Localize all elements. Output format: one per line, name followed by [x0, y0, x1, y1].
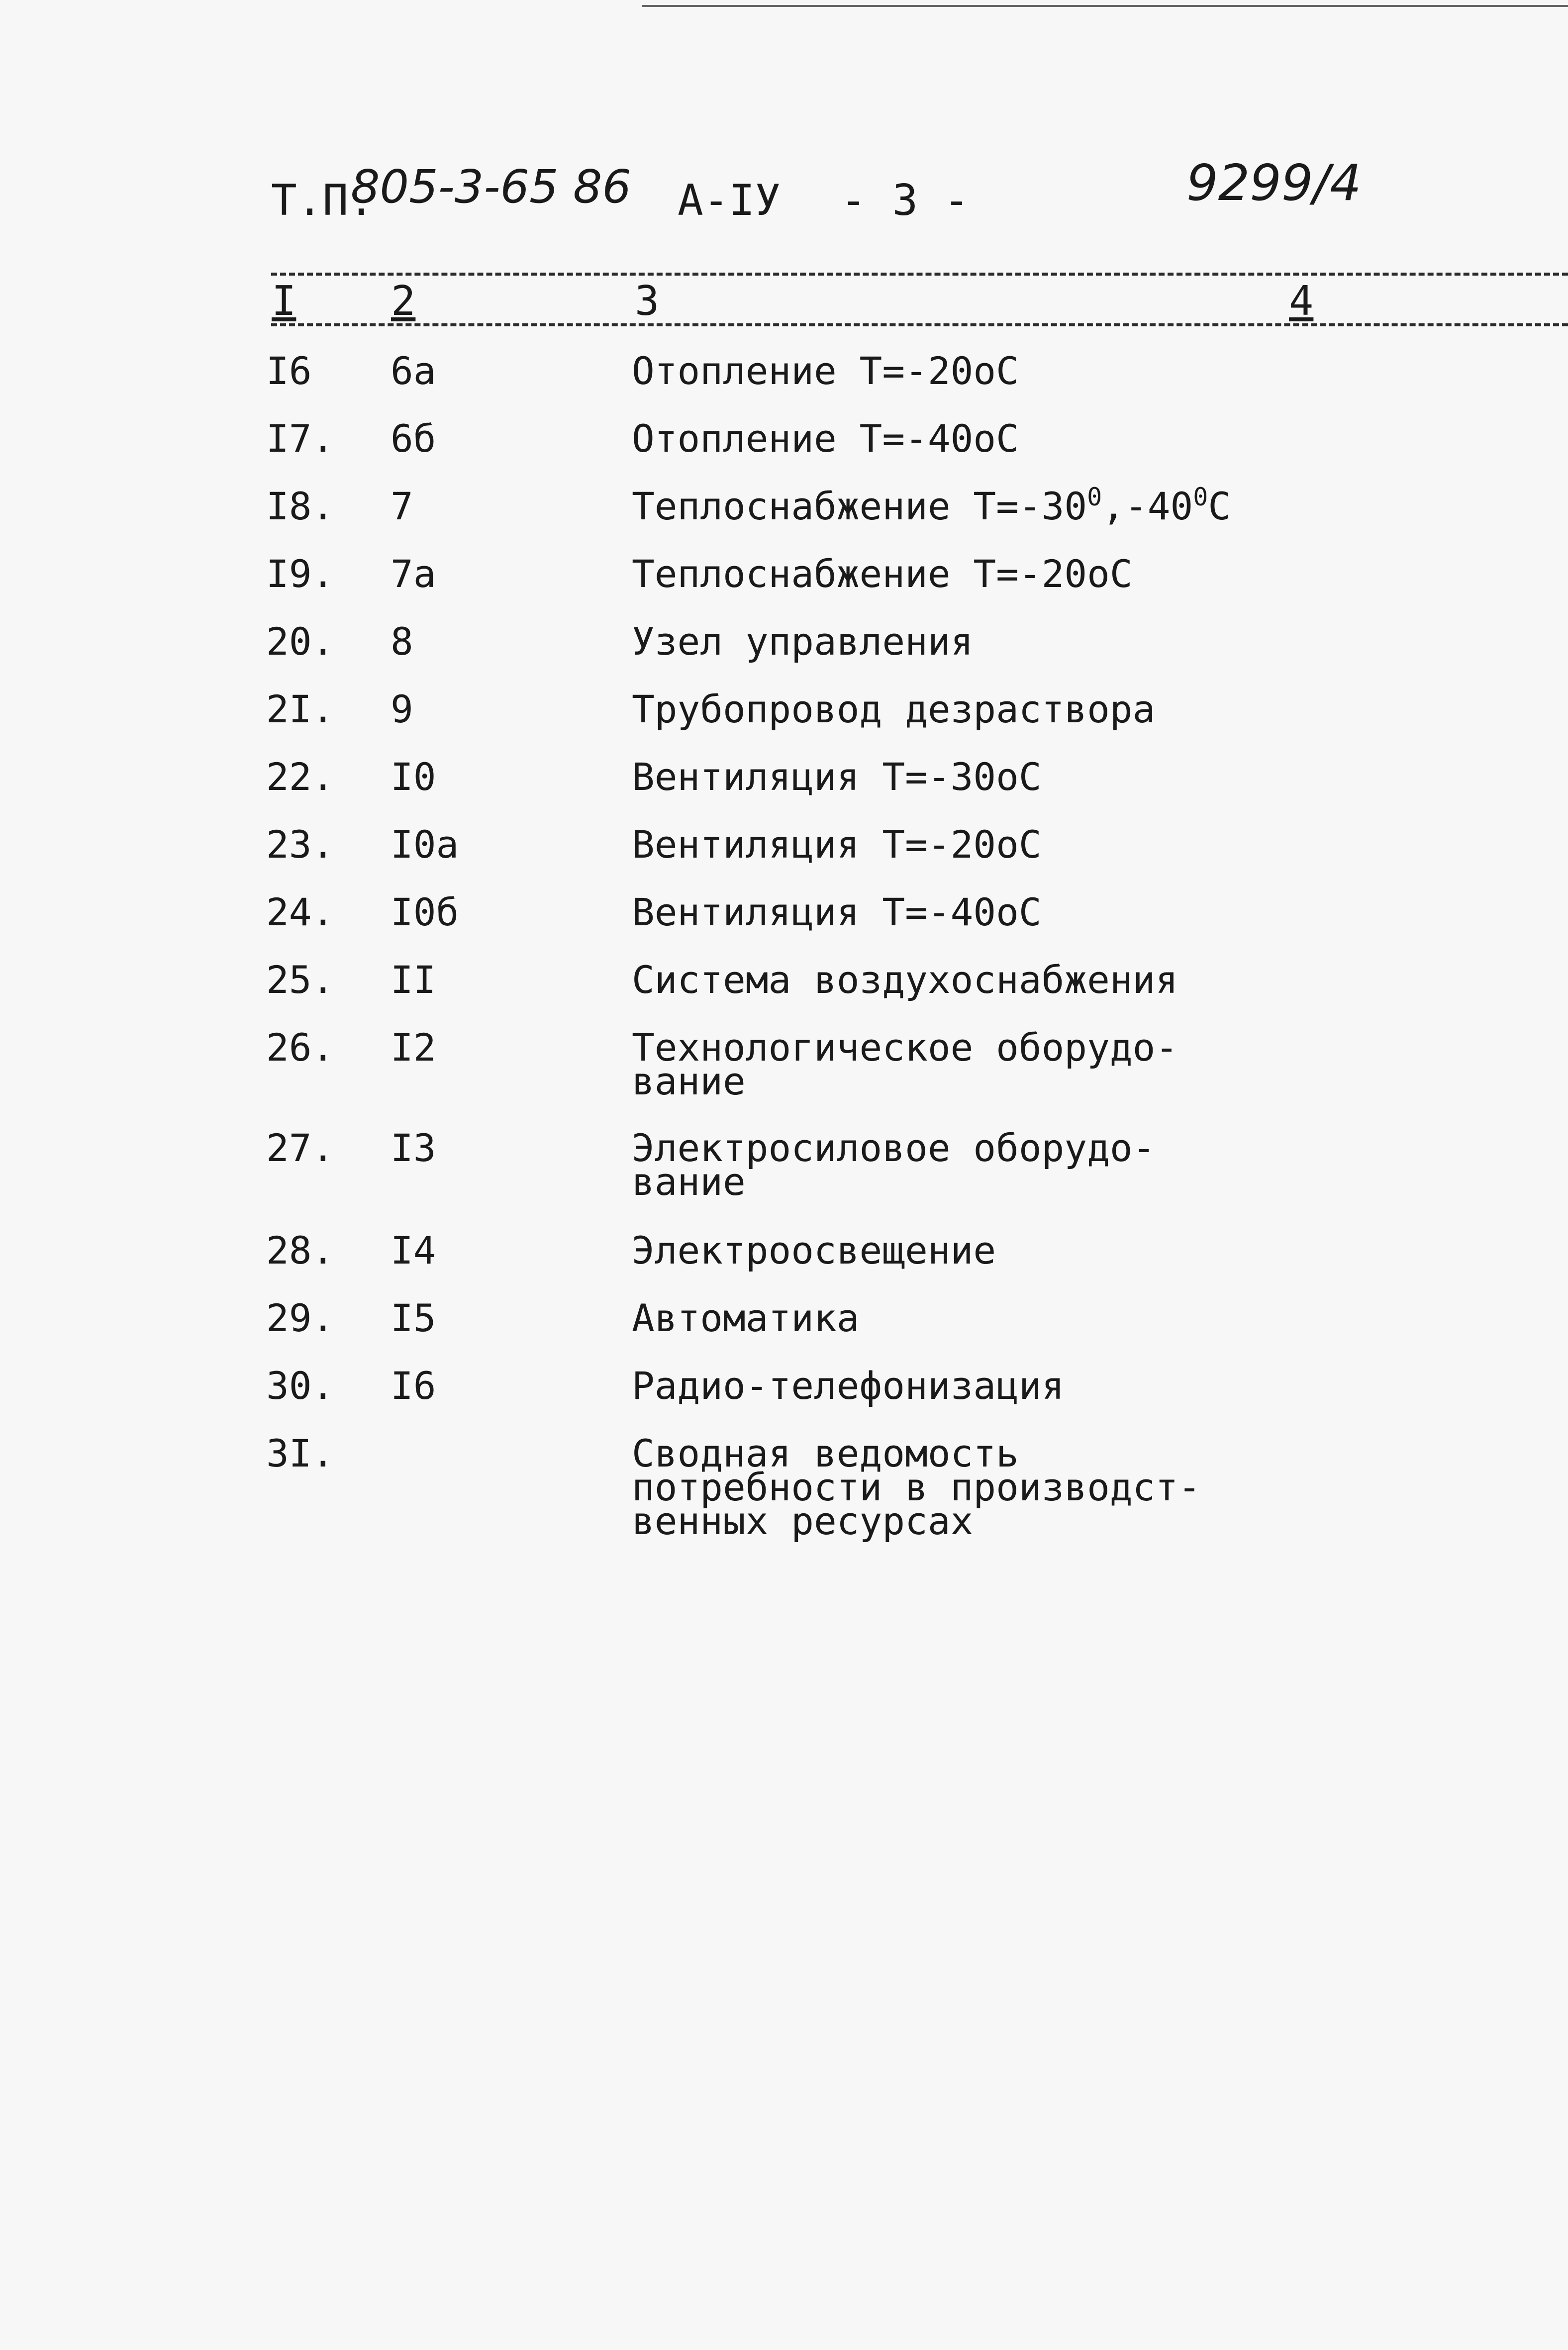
row-sheet: 7 [391, 484, 413, 528]
row-number: I9. [266, 552, 335, 596]
doc-code-handwritten: 805-3-65 86 [351, 160, 631, 213]
title-fragment: ,-40 [1102, 484, 1193, 528]
degree-superscript: 0 [1193, 483, 1208, 511]
row-title: Вентиляция Т=-30оС [632, 755, 1042, 799]
row-sheet: 8 [391, 619, 413, 664]
row-title: Электросиловое оборудо- вание [632, 1126, 1156, 1204]
row-title: Радио-телефонизация [632, 1364, 1065, 1408]
row-number: 25. [266, 958, 335, 1002]
row-sheet: 7а [391, 552, 436, 596]
column-header-1: I [269, 281, 299, 322]
doc-prefix: Т.П. [271, 176, 375, 225]
row-title: Вентиляция Т=-20оС [632, 822, 1042, 867]
row-title: Вентиляция Т=-40оС [632, 890, 1042, 934]
title-fragment: Теплоснабжение Т=-30 [632, 484, 1087, 528]
row-sheet: 6а [391, 349, 436, 393]
row-number: I6 [266, 349, 312, 393]
row-title: Автоматика [632, 1296, 860, 1340]
column-header-3: 3 [632, 281, 662, 322]
row-sheet: 6б [391, 416, 436, 461]
page-header [0, 0, 1568, 325]
row-title: Сводная ведомость потребности в производст- венных ресурсах [632, 1431, 1201, 1543]
row-number: 29. [266, 1296, 335, 1340]
row-title [632, 483, 1231, 528]
degree-superscript: 0 [1087, 483, 1102, 511]
title-fragment: С [1208, 484, 1231, 528]
row-sheet: 9 [391, 687, 413, 731]
dashed-rule-top [271, 273, 1568, 276]
row-number: 3I. [266, 1431, 335, 1475]
row-sheet: II [391, 958, 436, 1002]
row-number: 20. [266, 619, 335, 664]
row-title: Система воздухоснабжения [632, 958, 1178, 1002]
row-sheet: I0б [391, 890, 459, 934]
row-title: Отопление Т=-20оС [632, 349, 1019, 393]
row-title: Технологическое оборудо- вание [632, 1025, 1178, 1103]
row-sheet: I0а [391, 822, 459, 867]
row-number: 28. [266, 1228, 335, 1273]
row-number: 22. [266, 755, 335, 799]
row-number: 23. [266, 822, 335, 867]
album-label: А-IУ [678, 176, 781, 225]
row-sheet: I3 [391, 1126, 436, 1170]
row-sheet: I4 [391, 1228, 436, 1273]
row-number: 30. [266, 1364, 335, 1408]
handwritten-number: 9299/4 [1186, 154, 1362, 212]
page-number: - 3 - [841, 176, 970, 225]
row-number: 27. [266, 1126, 335, 1170]
row-title: Электроосвещение [632, 1228, 996, 1273]
column-header-2: 2 [388, 281, 418, 322]
row-number: 26. [266, 1025, 335, 1070]
row-title: Трубопровод дезраствора [632, 687, 1156, 731]
column-header-4: 4 [1286, 281, 1316, 322]
dashed-rule-bottom [271, 323, 1568, 326]
row-sheet: I0 [391, 755, 436, 799]
row-title: Узел управления [632, 619, 974, 664]
row-title: Отопление Т=-40оС [632, 416, 1019, 461]
row-sheet: I5 [391, 1296, 436, 1340]
row-title: Теплоснабжение Т=-20оС [632, 552, 1133, 596]
row-number: 2I. [266, 687, 335, 731]
row-sheet: I2 [391, 1025, 436, 1070]
row-number: I8. [266, 484, 335, 528]
row-sheet: I6 [391, 1364, 436, 1408]
row-number: I7. [266, 416, 335, 461]
row-number: 24. [266, 890, 335, 934]
